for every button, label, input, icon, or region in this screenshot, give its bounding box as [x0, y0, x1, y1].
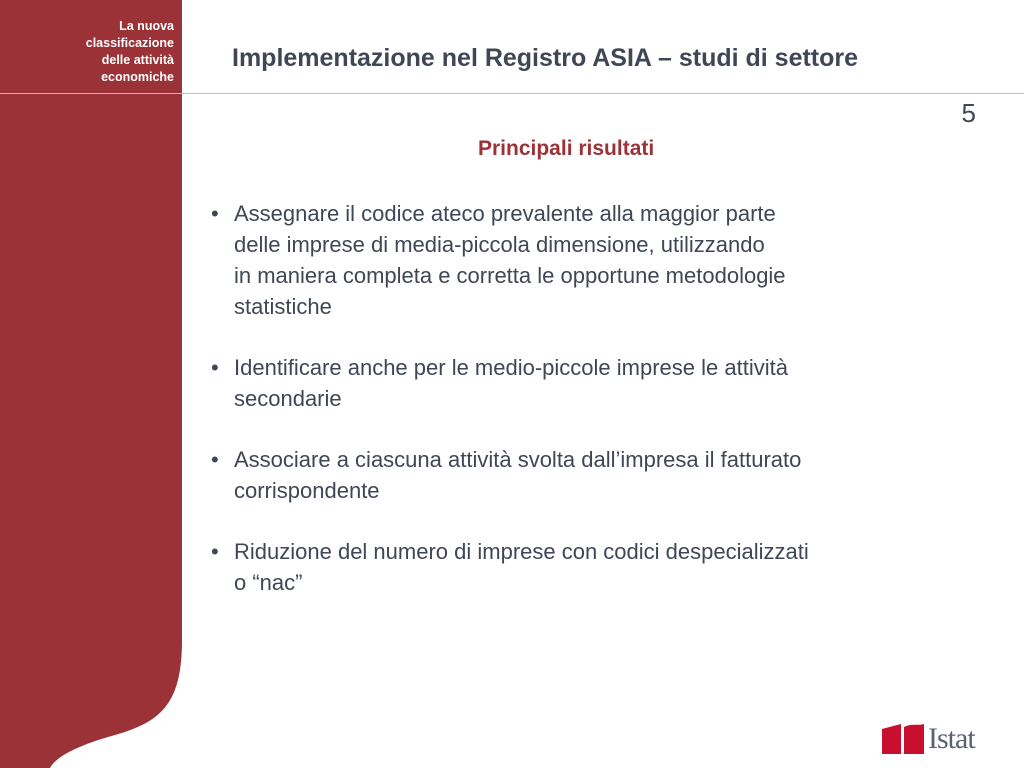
- sidebar-caption-line: economiche: [101, 70, 174, 84]
- sidebar-caption-line: delle attività: [101, 53, 174, 67]
- sidebar-caption-line: classificazione: [85, 36, 174, 50]
- sidebar-caption: [14, 18, 174, 86]
- list-item-line: in maniera completa e corretta le opportune metodologie: [234, 263, 786, 288]
- list-item-line: Riduzione del numero di imprese con codici despecializzati: [234, 539, 809, 564]
- list-item-line: delle imprese di media-piccola dimensione, utilizzando: [234, 232, 765, 257]
- istat-logo-icon: [882, 724, 924, 754]
- list-item-line: corrispondente: [234, 478, 380, 503]
- list-item: [211, 352, 931, 414]
- list-item: [211, 444, 931, 506]
- list-item: [211, 536, 931, 598]
- sidebar-caption-line: La nuova: [119, 19, 174, 33]
- istat-logo-text: Istat: [928, 722, 975, 755]
- bullet-icon: •: [211, 539, 219, 564]
- page-title: Implementazione nel Registro ASIA – studi di settore: [232, 44, 859, 72]
- list-item-line: Identificare anche per le medio-piccole imprese le attività: [234, 355, 788, 380]
- list-item-line: statistiche: [234, 294, 332, 319]
- istat-logo: [882, 724, 975, 754]
- slide-number: 5: [961, 98, 976, 128]
- list-item-line: secondarie: [234, 386, 342, 411]
- list-item-line: o “nac”: [234, 570, 303, 595]
- bullet-icon: •: [211, 447, 219, 472]
- section-subtitle: Principali risultati: [478, 137, 655, 160]
- bullet-icon: •: [211, 355, 219, 380]
- bullet-icon: •: [211, 201, 219, 226]
- list-item-line: Associare a ciascuna attività svolta dall’impresa il fatturato: [234, 447, 802, 472]
- results-list: [211, 198, 931, 628]
- list-item: [211, 198, 931, 322]
- header-divider: [0, 93, 1024, 94]
- list-item-line: Assegnare il codice ateco prevalente alla maggior parte: [234, 201, 776, 226]
